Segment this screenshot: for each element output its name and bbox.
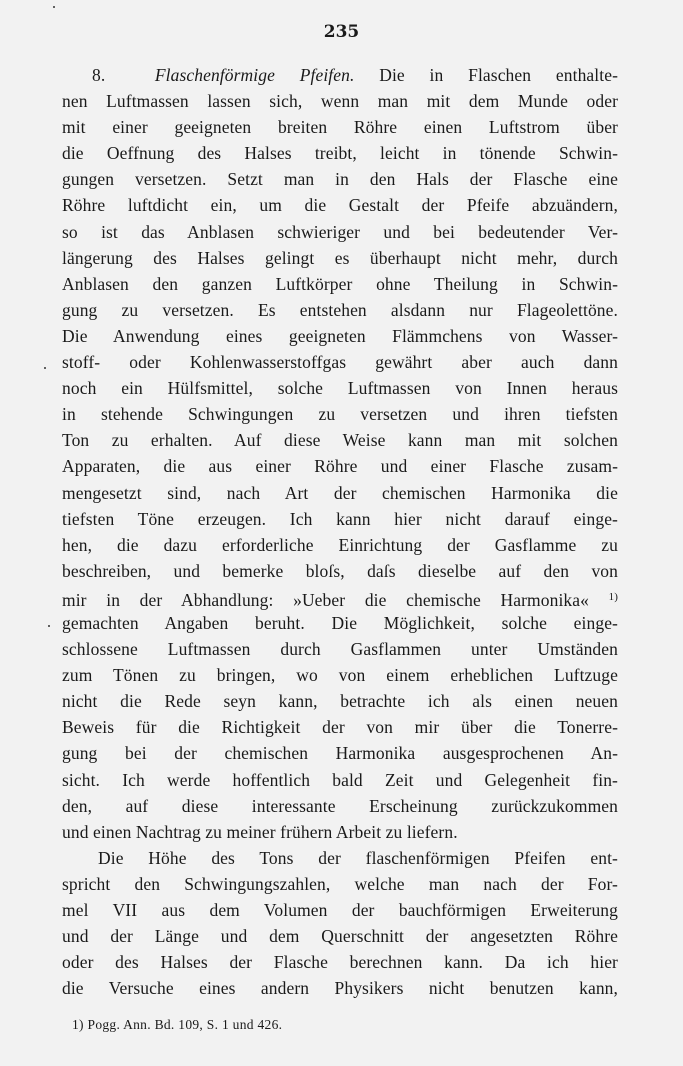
text-line: mengesetzt sind, nach Art der chemischen Harmonika die	[62, 482, 618, 503]
text-line: nicht die Rede seyn kann, betrachte ich als einen neuen	[62, 691, 618, 712]
text-line: gungen versetzen. Setzt man in den Hals der Flasche eine	[62, 169, 618, 190]
text-line: schlossene Luftmassen durch Gasflammen unter Umständen	[62, 639, 618, 660]
text-line: in stehende Schwingungen zu versetzen und ihren tiefsten	[62, 404, 618, 425]
text-line: gemachten Angaben beruht. Die Möglichkeit, solche einge-	[62, 612, 618, 633]
text-line: die Versuche eines andern Physikers nicht benutzen kann,	[62, 978, 618, 999]
text-line: Beweis für die Richtigkeit der von mir über die Tonerre-	[62, 717, 618, 738]
text-line: Die Höhe des Tons der flaschenförmigen Pfeifen ent-	[98, 847, 618, 868]
footnote-reference: 1)	[608, 590, 619, 603]
text-line: mel VII aus dem Volumen der bauchförmigen Erweiterung	[62, 900, 618, 920]
text-line: und der Länge und dem Querschnitt der angesetzten Röhre	[62, 926, 618, 947]
text-line: zum Tönen zu bringen, wo von einem erheblichen Luftzuge	[62, 665, 618, 686]
body-text	[62, 62, 618, 1001]
text-line: oder des Halses der Flasche berechnen kann. Da ich hier	[62, 952, 618, 973]
text-line: den, auf diese interessante Erscheinung zurückzukommen	[62, 795, 618, 816]
text-line: Die Anwendung eines geeigneten Flämmchens von Wasser-	[62, 325, 618, 346]
page-number: 235	[323, 22, 360, 42]
text-line: tiefsten Töne erzeugen. Ich kann hier nicht darauf einge-	[62, 508, 618, 529]
text-line: stoff- oder Kohlenwasserstoffgas gewährt aber auch dann	[62, 352, 618, 373]
scan-speck	[48, 625, 50, 627]
footnote: 1) Pogg. Ann. Bd. 109, S. 1 und 426.	[72, 1017, 283, 1032]
text-line: gung bei der chemischen Harmonika ausgesprochenen An-	[62, 743, 618, 764]
text-line: und einen Nachtrag zu meiner frühern Arbeit zu liefern.	[62, 821, 458, 842]
section-number: 8.	[92, 65, 106, 85]
text-line: sicht. Ich werde hoffentlich bald Zeit und Gelegenheit fin-	[62, 769, 618, 790]
text-line: so ist das Anblasen schwieriger und bei bedeutender Ver-	[62, 221, 618, 242]
text-line: gung zu versetzen. Es entstehen alsdann nur Flageolettöne.	[62, 299, 618, 320]
text-line: nen Luftmassen lassen sich, wenn man mit dem Munde oder	[62, 91, 618, 112]
text-line: Ton zu erhalten. Auf diese Weise kann man mit solchen	[62, 430, 618, 451]
text-line: längerung des Halses gelingt es überhaupt nicht mehr, durch	[62, 247, 618, 268]
text-line: Anblasen den ganzen Luftkörper ohne Theilung in Schwin-	[62, 273, 618, 294]
text-line: mir in der Abhandlung: »Ueber die chemische Harmonika«	[62, 589, 589, 610]
text-line: Die in Flaschen enthalte-	[354, 65, 619, 85]
text-line-with-footnote-ref	[62, 584, 618, 610]
text-line: mit einer geeigneten breiten Röhre einen Luftstrom über	[62, 117, 618, 138]
text-line: spricht den Schwingungszahlen, welche man nach der For-	[62, 873, 618, 894]
text-line: beschreiben, und bemerke bloſs, daſs dieselbe auf den von	[62, 560, 618, 581]
text-line: noch ein Hülfsmittel, solche Luftmassen von Innen heraus	[62, 378, 618, 399]
text-line: die Oeffnung des Halses treibt, leicht in tönende Schwin-	[62, 143, 618, 164]
section-title: Flaschenförmige Pfeifen.	[154, 65, 355, 85]
text-line: hen, die dazu erforderliche Einrichtung der Gasflamme zu	[62, 534, 618, 555]
text-line: Apparaten, die aus einer Röhre und einer Flasche zusam-	[62, 456, 618, 477]
scan-speck	[44, 367, 46, 369]
scan-speck	[53, 6, 55, 8]
section-heading-line	[62, 62, 618, 88]
text-line: Röhre luftdicht ein, um die Gestalt der Pfeife abzuändern,	[62, 195, 618, 216]
